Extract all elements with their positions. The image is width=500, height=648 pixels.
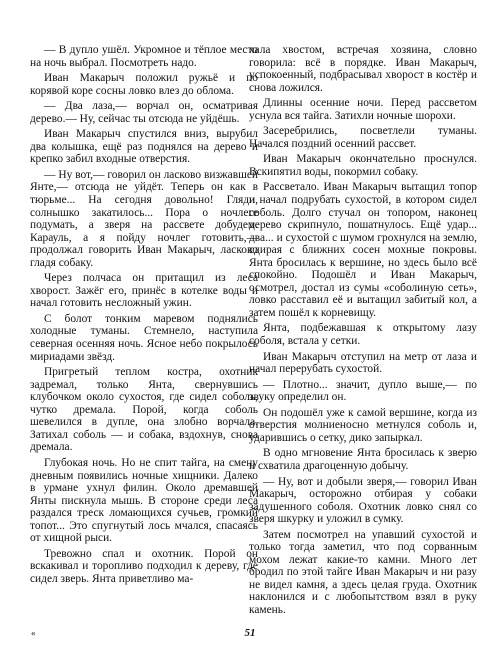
paragraph: Рассветало. Иван Макарыч вытащил топор и начал подрубать сухостой, в котором сидел соболь. Долго стучал он топором, наконец дерево скрипнуло, пошатнулось. Ещё удар... два... и сухостой с шумом грохнулся на землю, сдирая с ближних сосен мохные покровы. Янта бросилась к вершине, но здесь было всё спокойно. Подошёл и Иван Макарыч, осмотрел, достал из сумы «соболиную сеть», ловко расставил её и вытащил забитый кол, а затем пошёл к корневищу. — [249, 181, 477, 319]
paragraph: — Два лаза,— ворчал он, осматривая дерево.— Ну, сейчас ты отсюда не уйдёшь. — [30, 100, 258, 125]
paragraph: — Ну вот,— говорил он ласково визжавшей Янте,— отсюда не уйдёт. Теперь он как в тюрьме... На сегодня довольно! Гляди, солнышко закатилось... Пора о ночлеге подумать, а зверя на рассвете добудем. Карауль, а я пойду ночлег готовить,— продолжал говорить Иван Макарыч, ласково гладя собаку. — [30, 168, 258, 269]
paragraph: Засеребрились, посветлели туманы. Начался поздний осенний рассвет. — [249, 125, 477, 150]
paragraph: Он подошёл уже к самой вершине, когда из отверстия молниеносно метнулся соболь и, ударившись о сетку, дико запыркал. — [249, 406, 477, 444]
paragraph: С болот тонким маревом поднялись холодные туманы. Стемнело, наступила северная осенняя ночь. Ясное небо покрылось мириадами звёзд. — [30, 312, 258, 363]
paragraph: Длинны осенние ночи. Перед рассветом уснула вся тайга. Затихли ночные шорохи. — [249, 97, 477, 122]
paragraph: Глубокая ночь. Но не спит тайга, на смену дневным появились ночные хищники. Далеко в урмане ухнул филин. Около дремавшей Янты пискнула мышь. В стороне среди леса раздался треск ломающихся сучьев, громкий топот... Это спугнутый лось мчался, спасаясь от хищной рыси. — [30, 456, 258, 545]
right-text-column — [249, 44, 477, 620]
paragraph: Иван Макарыч положил ружьё и по корявой коре сосны ловко влез до облома. — [30, 72, 258, 97]
page-number: 51 — [244, 627, 256, 639]
paragraph: Затем посмотрел на упавший сухостой и только тогда заметил, что под сорванным мохом лежат какие-то камни. Много лет бродил по этой тайге Иван Макарыч и ни разу не видел камня, а здесь целая груда. Охотник наклонился и с любопытством взял в руку камень. — [249, 528, 477, 616]
paragraph: Иван Макарыч окончательно проснулся. Вскипятил воды, покормил собаку. — [249, 153, 477, 178]
paragraph-continued: хала хвостом, встречая хозяина, словно говорила: всё в порядке. Иван Макарыч, успокоенный, подбрасывал хворост в костёр и снова ложился. — [249, 44, 477, 94]
paragraph: Через полчаса он притащил из леса хворост. Зажёг его, принёс в котелке воды и начал готовить несложный ужин. — [30, 272, 258, 310]
paragraph: — В дупло ушёл. Укромное и тёплое место на ночь выбрал. Посмотреть надо. — [30, 44, 258, 69]
paragraph: Янта, подбежавшая к открытому лазу соболя, встала у сетки. — [249, 322, 477, 348]
paragraph: — Ну, вот и добыли зверя,— говорил Иван Макарыч, осторожно отбирая у собаки задушенного соболя. Охотник ловко снял со зверя шкурку и уложил в сумку. — [249, 475, 477, 526]
paragraph: Тревожно спал и охотник. Порой он вскакивал и торопливо подходил к дереву, где сидел зверь. Янта приветливо ма- — [30, 547, 258, 585]
paragraph: Иван Макарыч отступил на метр от лаза и начал перерубать сухостой. — [249, 350, 477, 376]
paragraph: Пригретый теплом костра, охотник задремал, только Янта, свернувшись клубочком около сухостоя, где сидел соболь, чутко дремала. Порой, когда соболь шевелился в дупле, она злобно ворчала. Затихал соболь — и собака, вздохнув, снова дремала. — [30, 366, 258, 454]
paragraph: В одно мгновение Янта бросилась к зверю и схватила драгоценную добычу. — [249, 447, 477, 472]
corner-mark: « — [31, 628, 36, 638]
paragraph: Иван Макарыч спустился вниз, вырубил два колышка, ещё раз поднялся на дерево и крепко забил входные отверстия. — [30, 128, 258, 166]
paragraph: — Плотно... значит, дупло выше,— по звуку определил он. — [249, 378, 477, 404]
left-text-column — [30, 44, 258, 588]
